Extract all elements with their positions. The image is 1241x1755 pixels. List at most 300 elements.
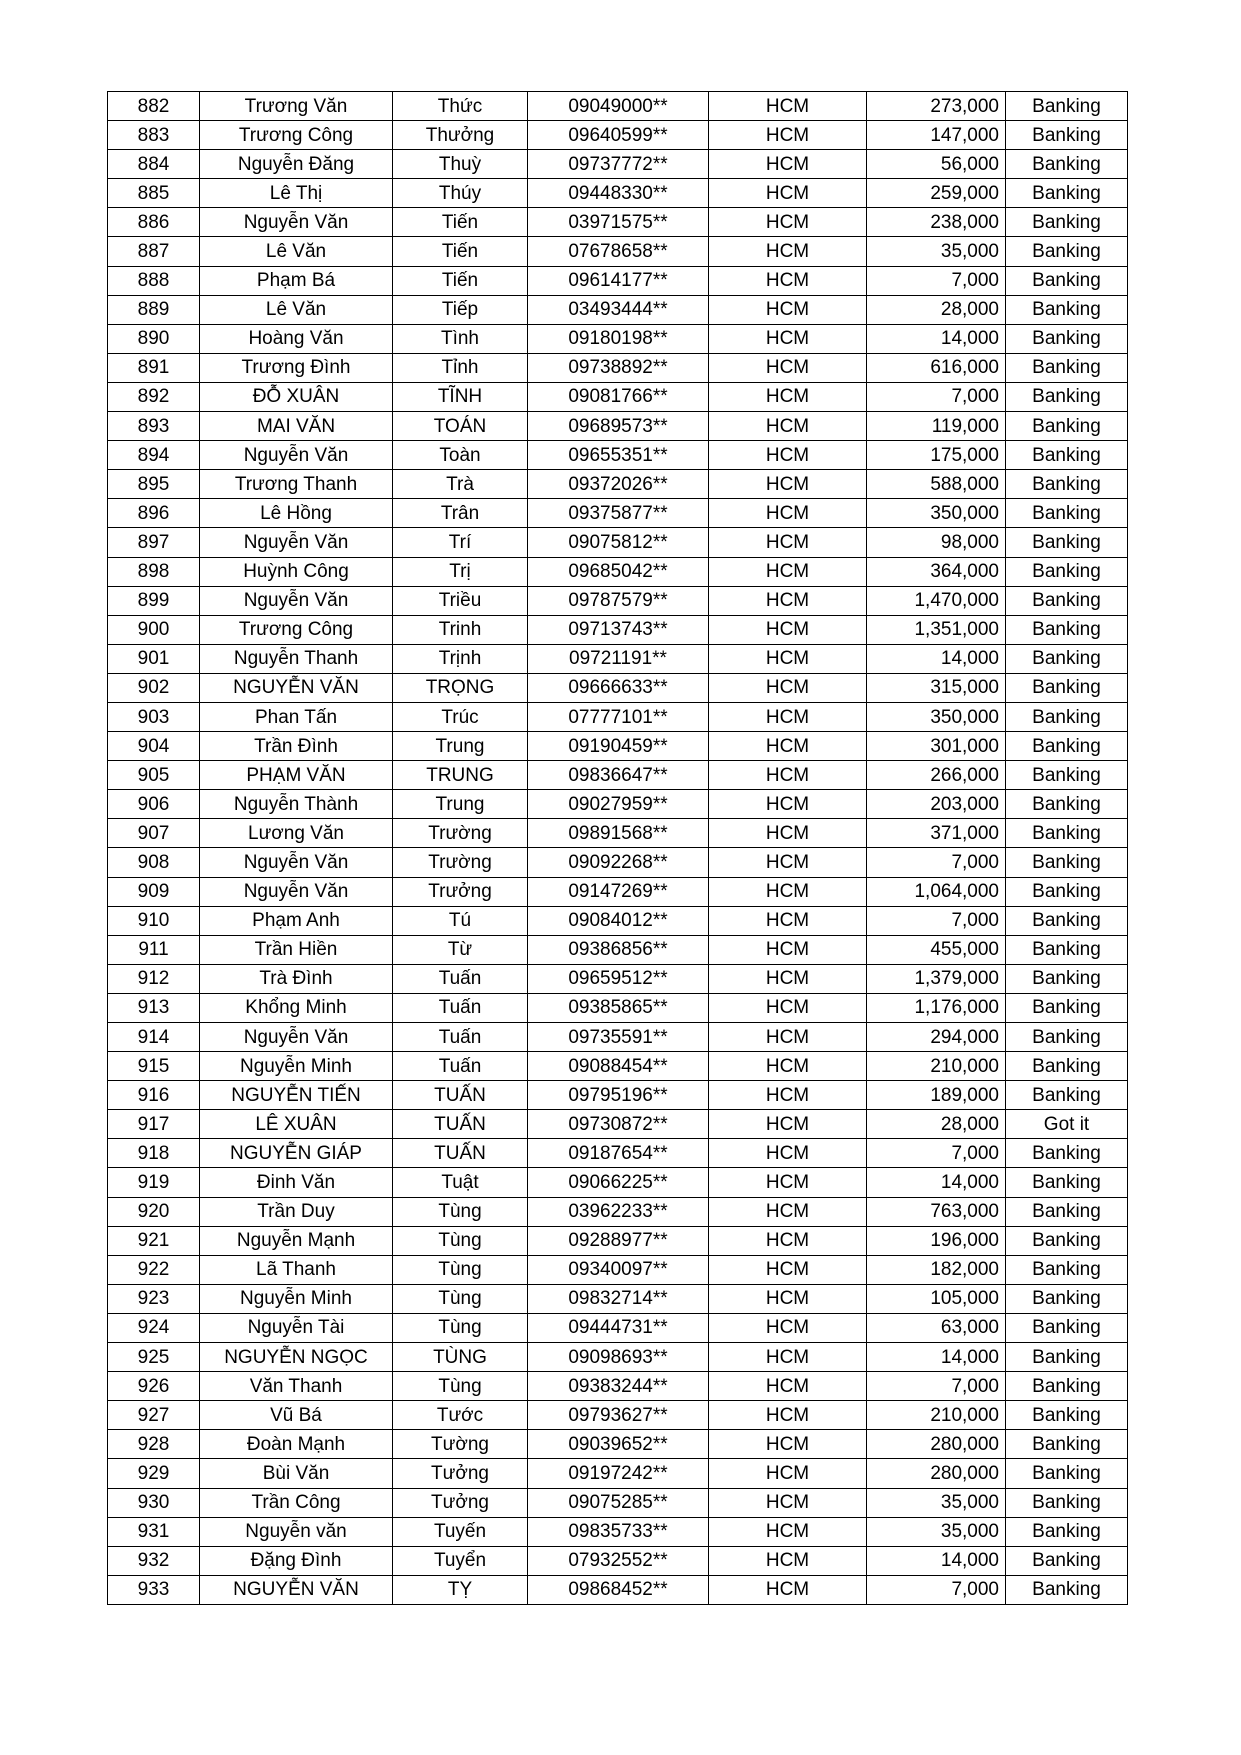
city-cell: HCM [709, 266, 867, 295]
table-row [108, 208, 1128, 237]
first-name-cell: Thức [393, 92, 528, 121]
amount-cell: 203,000 [867, 790, 1006, 819]
phone-cell: 09084012** [528, 906, 709, 935]
row-number: 918 [108, 1139, 200, 1168]
phone-cell: 09092268** [528, 848, 709, 877]
phone-cell: 09027959** [528, 790, 709, 819]
phone-cell: 09081766** [528, 382, 709, 411]
row-number: 899 [108, 586, 200, 615]
city-cell: HCM [709, 906, 867, 935]
last-name-cell: Văn Thanh [200, 1372, 393, 1401]
amount-cell: 14,000 [867, 1343, 1006, 1372]
table-row [108, 877, 1128, 906]
first-name-cell: TÙNG [393, 1343, 528, 1372]
first-name-cell: Thưởng [393, 121, 528, 150]
first-name-cell: Trường [393, 848, 528, 877]
last-name-cell: Hoàng Văn [200, 324, 393, 353]
table-row [108, 1023, 1128, 1052]
payment-method-cell: Banking [1006, 644, 1128, 673]
table-row [108, 906, 1128, 935]
city-cell: HCM [709, 412, 867, 441]
amount-cell: 189,000 [867, 1081, 1006, 1110]
payment-method-cell: Banking [1006, 732, 1128, 761]
amount-cell: 7,000 [867, 382, 1006, 411]
first-name-cell: Tiến [393, 266, 528, 295]
phone-cell: 07777101** [528, 702, 709, 731]
table-row [108, 1546, 1128, 1575]
first-name-cell: TUẤN [393, 1081, 528, 1110]
last-name-cell: Trần Hiền [200, 935, 393, 964]
first-name-cell: Thuỳ [393, 150, 528, 179]
last-name-cell: Nguyễn Văn [200, 848, 393, 877]
phone-cell: 09891568** [528, 819, 709, 848]
first-name-cell: Trà [393, 470, 528, 499]
first-name-cell: TUẤN [393, 1139, 528, 1168]
first-name-cell: Tuấn [393, 1052, 528, 1081]
city-cell: HCM [709, 1052, 867, 1081]
amount-cell: 1,470,000 [867, 586, 1006, 615]
amount-cell: 7,000 [867, 906, 1006, 935]
phone-cell: 07678658** [528, 237, 709, 266]
phone-cell: 09868452** [528, 1575, 709, 1604]
first-name-cell: Trị [393, 557, 528, 586]
city-cell: HCM [709, 92, 867, 121]
row-number: 892 [108, 382, 200, 411]
payment-method-cell: Banking [1006, 470, 1128, 499]
city-cell: HCM [709, 441, 867, 470]
row-number: 900 [108, 615, 200, 644]
row-number: 933 [108, 1575, 200, 1604]
last-name-cell: NGUYỄN NGỌC [200, 1343, 393, 1372]
first-name-cell: Tước [393, 1401, 528, 1430]
last-name-cell: Trương Văn [200, 92, 393, 121]
last-name-cell: Lương Văn [200, 819, 393, 848]
city-cell: HCM [709, 1546, 867, 1575]
phone-cell: 09385865** [528, 993, 709, 1022]
table-row [108, 615, 1128, 644]
payment-method-cell: Banking [1006, 382, 1128, 411]
payment-method-cell: Banking [1006, 1372, 1128, 1401]
phone-cell: 09375877** [528, 499, 709, 528]
city-cell: HCM [709, 702, 867, 731]
payment-method-cell: Banking [1006, 1284, 1128, 1313]
phone-cell: 09735591** [528, 1023, 709, 1052]
row-number: 927 [108, 1401, 200, 1430]
phone-cell: 09098693** [528, 1343, 709, 1372]
city-cell: HCM [709, 993, 867, 1022]
amount-cell: 280,000 [867, 1430, 1006, 1459]
phone-cell: 09730872** [528, 1110, 709, 1139]
table-row [108, 848, 1128, 877]
amount-cell: 371,000 [867, 819, 1006, 848]
phone-cell: 09066225** [528, 1168, 709, 1197]
payment-method-cell: Banking [1006, 935, 1128, 964]
records-table [107, 91, 1128, 1605]
payment-method-cell: Banking [1006, 1517, 1128, 1546]
last-name-cell: Nguyễn Văn [200, 1023, 393, 1052]
table-row [108, 1488, 1128, 1517]
city-cell: HCM [709, 1284, 867, 1313]
table-row [108, 1459, 1128, 1488]
payment-method-cell: Banking [1006, 1546, 1128, 1575]
amount-cell: 182,000 [867, 1255, 1006, 1284]
payment-method-cell: Banking [1006, 150, 1128, 179]
amount-cell: 63,000 [867, 1313, 1006, 1342]
first-name-cell: Tuật [393, 1168, 528, 1197]
amount-cell: 210,000 [867, 1052, 1006, 1081]
phone-cell: 09049000** [528, 92, 709, 121]
table-row [108, 1052, 1128, 1081]
first-name-cell: Trân [393, 499, 528, 528]
phone-cell: 03493444** [528, 295, 709, 324]
last-name-cell: Nguyễn Thành [200, 790, 393, 819]
amount-cell: 763,000 [867, 1197, 1006, 1226]
phone-cell: 09689573** [528, 412, 709, 441]
last-name-cell: NGUYỄN VĂN [200, 1575, 393, 1604]
phone-cell: 09721191** [528, 644, 709, 673]
phone-cell: 03962233** [528, 1197, 709, 1226]
last-name-cell: Trương Đình [200, 353, 393, 382]
city-cell: HCM [709, 1168, 867, 1197]
table-row [108, 1517, 1128, 1546]
phone-cell: 09737772** [528, 150, 709, 179]
phone-cell: 09713743** [528, 615, 709, 644]
row-number: 909 [108, 877, 200, 906]
amount-cell: 266,000 [867, 761, 1006, 790]
phone-cell: 09738892** [528, 353, 709, 382]
table-row [108, 353, 1128, 382]
last-name-cell: Nguyễn văn [200, 1517, 393, 1546]
city-cell: HCM [709, 1197, 867, 1226]
table-row [108, 819, 1128, 848]
payment-method-cell: Banking [1006, 1343, 1128, 1372]
city-cell: HCM [709, 1430, 867, 1459]
payment-method-cell: Banking [1006, 1459, 1128, 1488]
last-name-cell: Đoàn Mạnh [200, 1430, 393, 1459]
row-number: 885 [108, 179, 200, 208]
first-name-cell: Tùng [393, 1255, 528, 1284]
table-row [108, 761, 1128, 790]
amount-cell: 364,000 [867, 557, 1006, 586]
phone-cell: 09793627** [528, 1401, 709, 1430]
payment-method-cell: Banking [1006, 528, 1128, 557]
amount-cell: 14,000 [867, 1546, 1006, 1575]
city-cell: HCM [709, 179, 867, 208]
last-name-cell: Phạm Anh [200, 906, 393, 935]
last-name-cell: Trương Thanh [200, 470, 393, 499]
last-name-cell: Nguyễn Thanh [200, 644, 393, 673]
first-name-cell: Tùng [393, 1284, 528, 1313]
table-row [108, 964, 1128, 993]
first-name-cell: TUẤN [393, 1110, 528, 1139]
table-row [108, 528, 1128, 557]
amount-cell: 1,176,000 [867, 993, 1006, 1022]
payment-method-cell: Banking [1006, 1023, 1128, 1052]
phone-cell: 09147269** [528, 877, 709, 906]
phone-cell: 09340097** [528, 1255, 709, 1284]
first-name-cell: Tưởng [393, 1459, 528, 1488]
city-cell: HCM [709, 877, 867, 906]
last-name-cell: Nguyễn Tài [200, 1313, 393, 1342]
amount-cell: 301,000 [867, 732, 1006, 761]
city-cell: HCM [709, 586, 867, 615]
last-name-cell: Huỳnh Công [200, 557, 393, 586]
first-name-cell: TỴ [393, 1575, 528, 1604]
table-row [108, 557, 1128, 586]
city-cell: HCM [709, 237, 867, 266]
city-cell: HCM [709, 121, 867, 150]
payment-method-cell: Got it [1006, 1110, 1128, 1139]
phone-cell: 09288977** [528, 1226, 709, 1255]
table-row [108, 382, 1128, 411]
city-cell: HCM [709, 324, 867, 353]
table-row [108, 1139, 1128, 1168]
amount-cell: 294,000 [867, 1023, 1006, 1052]
first-name-cell: Tuấn [393, 1023, 528, 1052]
first-name-cell: Triều [393, 586, 528, 615]
city-cell: HCM [709, 295, 867, 324]
row-number: 908 [108, 848, 200, 877]
payment-method-cell: Banking [1006, 848, 1128, 877]
last-name-cell: Bùi Văn [200, 1459, 393, 1488]
row-number: 883 [108, 121, 200, 150]
payment-method-cell: Banking [1006, 819, 1128, 848]
city-cell: HCM [709, 470, 867, 499]
last-name-cell: Nguyễn Đăng [200, 150, 393, 179]
last-name-cell: Vũ Bá [200, 1401, 393, 1430]
amount-cell: 14,000 [867, 1168, 1006, 1197]
phone-cell: 09685042** [528, 557, 709, 586]
first-name-cell: Tình [393, 324, 528, 353]
amount-cell: 147,000 [867, 121, 1006, 150]
payment-method-cell: Banking [1006, 1139, 1128, 1168]
city-cell: HCM [709, 1023, 867, 1052]
last-name-cell: Đinh Văn [200, 1168, 393, 1197]
table-body [108, 92, 1128, 1605]
first-name-cell: Trung [393, 790, 528, 819]
table-row [108, 935, 1128, 964]
first-name-cell: Tường [393, 1430, 528, 1459]
row-number: 898 [108, 557, 200, 586]
last-name-cell: Khổng Minh [200, 993, 393, 1022]
table-row [108, 412, 1128, 441]
table-row [108, 324, 1128, 353]
phone-cell: 09187654** [528, 1139, 709, 1168]
last-name-cell: Lê Hồng [200, 499, 393, 528]
city-cell: HCM [709, 819, 867, 848]
amount-cell: 259,000 [867, 179, 1006, 208]
table-row [108, 1430, 1128, 1459]
last-name-cell: Lê Văn [200, 237, 393, 266]
first-name-cell: Trinh [393, 615, 528, 644]
last-name-cell: Trần Đình [200, 732, 393, 761]
city-cell: HCM [709, 557, 867, 586]
row-number: 916 [108, 1081, 200, 1110]
row-number: 906 [108, 790, 200, 819]
city-cell: HCM [709, 1139, 867, 1168]
first-name-cell: Tuyến [393, 1517, 528, 1546]
table-row [108, 470, 1128, 499]
row-number: 893 [108, 412, 200, 441]
row-number: 903 [108, 702, 200, 731]
phone-cell: 09197242** [528, 1459, 709, 1488]
payment-method-cell: Banking [1006, 295, 1128, 324]
row-number: 891 [108, 353, 200, 382]
last-name-cell: LÊ XUÂN [200, 1110, 393, 1139]
payment-method-cell: Banking [1006, 208, 1128, 237]
first-name-cell: Tuấn [393, 993, 528, 1022]
city-cell: HCM [709, 1372, 867, 1401]
first-name-cell: Trường [393, 819, 528, 848]
last-name-cell: PHẠM VĂN [200, 761, 393, 790]
payment-method-cell: Banking [1006, 1052, 1128, 1081]
first-name-cell: Tuấn [393, 964, 528, 993]
amount-cell: 7,000 [867, 1139, 1006, 1168]
table-row [108, 1313, 1128, 1342]
row-number: 913 [108, 993, 200, 1022]
table-row [108, 732, 1128, 761]
first-name-cell: Tưởng [393, 1488, 528, 1517]
row-number: 924 [108, 1313, 200, 1342]
amount-cell: 175,000 [867, 441, 1006, 470]
city-cell: HCM [709, 673, 867, 702]
phone-cell: 09088454** [528, 1052, 709, 1081]
phone-cell: 09666633** [528, 673, 709, 702]
row-number: 932 [108, 1546, 200, 1575]
payment-method-cell: Banking [1006, 673, 1128, 702]
row-number: 912 [108, 964, 200, 993]
last-name-cell: Trương Công [200, 121, 393, 150]
city-cell: HCM [709, 353, 867, 382]
last-name-cell: Nguyễn Văn [200, 528, 393, 557]
payment-method-cell: Banking [1006, 586, 1128, 615]
first-name-cell: Trung [393, 732, 528, 761]
row-number: 907 [108, 819, 200, 848]
city-cell: HCM [709, 1081, 867, 1110]
phone-cell: 09659512** [528, 964, 709, 993]
first-name-cell: Tiếp [393, 295, 528, 324]
city-cell: HCM [709, 1226, 867, 1255]
city-cell: HCM [709, 150, 867, 179]
payment-method-cell: Banking [1006, 324, 1128, 353]
city-cell: HCM [709, 1575, 867, 1604]
phone-cell: 09386856** [528, 935, 709, 964]
last-name-cell: Lê Văn [200, 295, 393, 324]
payment-method-cell: Banking [1006, 179, 1128, 208]
phone-cell: 09655351** [528, 441, 709, 470]
amount-cell: 210,000 [867, 1401, 1006, 1430]
table-row [108, 1197, 1128, 1226]
amount-cell: 1,351,000 [867, 615, 1006, 644]
city-cell: HCM [709, 964, 867, 993]
table-row [108, 266, 1128, 295]
city-cell: HCM [709, 382, 867, 411]
first-name-cell: Tú [393, 906, 528, 935]
last-name-cell: Trần Công [200, 1488, 393, 1517]
city-cell: HCM [709, 790, 867, 819]
table-row [108, 499, 1128, 528]
row-number: 931 [108, 1517, 200, 1546]
table-row [108, 179, 1128, 208]
first-name-cell: Tùng [393, 1372, 528, 1401]
amount-cell: 98,000 [867, 528, 1006, 557]
amount-cell: 14,000 [867, 324, 1006, 353]
table-row [108, 1226, 1128, 1255]
last-name-cell: Nguyễn Văn [200, 877, 393, 906]
last-name-cell: Nguyễn Mạnh [200, 1226, 393, 1255]
first-name-cell: Toàn [393, 441, 528, 470]
first-name-cell: Từ [393, 935, 528, 964]
phone-cell: 09448330** [528, 179, 709, 208]
row-number: 930 [108, 1488, 200, 1517]
phone-cell: 09614177** [528, 266, 709, 295]
row-number: 922 [108, 1255, 200, 1284]
table-row [108, 1401, 1128, 1430]
city-cell: HCM [709, 1313, 867, 1342]
amount-cell: 28,000 [867, 1110, 1006, 1139]
phone-cell: 09180198** [528, 324, 709, 353]
table-row [108, 295, 1128, 324]
first-name-cell: Tùng [393, 1313, 528, 1342]
row-number: 914 [108, 1023, 200, 1052]
first-name-cell: Tùng [393, 1226, 528, 1255]
city-cell: HCM [709, 1255, 867, 1284]
table-row [108, 121, 1128, 150]
first-name-cell: Tuyển [393, 1546, 528, 1575]
payment-method-cell: Banking [1006, 441, 1128, 470]
table-row [108, 1255, 1128, 1284]
table-row [108, 441, 1128, 470]
table-row [108, 586, 1128, 615]
payment-method-cell: Banking [1006, 266, 1128, 295]
amount-cell: 35,000 [867, 237, 1006, 266]
last-name-cell: NGUYỄN VĂN [200, 673, 393, 702]
amount-cell: 350,000 [867, 702, 1006, 731]
amount-cell: 28,000 [867, 295, 1006, 324]
table-row [108, 993, 1128, 1022]
phone-cell: 07932552** [528, 1546, 709, 1575]
city-cell: HCM [709, 208, 867, 237]
row-number: 889 [108, 295, 200, 324]
payment-method-cell: Banking [1006, 557, 1128, 586]
row-number: 905 [108, 761, 200, 790]
payment-method-cell: Banking [1006, 1081, 1128, 1110]
first-name-cell: Trí [393, 528, 528, 557]
row-number: 882 [108, 92, 200, 121]
row-number: 911 [108, 935, 200, 964]
row-number: 888 [108, 266, 200, 295]
phone-cell: 09190459** [528, 732, 709, 761]
first-name-cell: Tiến [393, 208, 528, 237]
first-name-cell: TRỌNG [393, 673, 528, 702]
phone-cell: 09640599** [528, 121, 709, 150]
payment-method-cell: Banking [1006, 237, 1128, 266]
payment-method-cell: Banking [1006, 1313, 1128, 1342]
table-row [108, 702, 1128, 731]
amount-cell: 35,000 [867, 1517, 1006, 1546]
row-number: 928 [108, 1430, 200, 1459]
city-cell: HCM [709, 1459, 867, 1488]
row-number: 884 [108, 150, 200, 179]
payment-method-cell: Banking [1006, 499, 1128, 528]
first-name-cell: Trúc [393, 702, 528, 731]
row-number: 926 [108, 1372, 200, 1401]
table-row [108, 1343, 1128, 1372]
payment-method-cell: Banking [1006, 412, 1128, 441]
payment-method-cell: Banking [1006, 1226, 1128, 1255]
city-cell: HCM [709, 1517, 867, 1546]
last-name-cell: Lã Thanh [200, 1255, 393, 1284]
